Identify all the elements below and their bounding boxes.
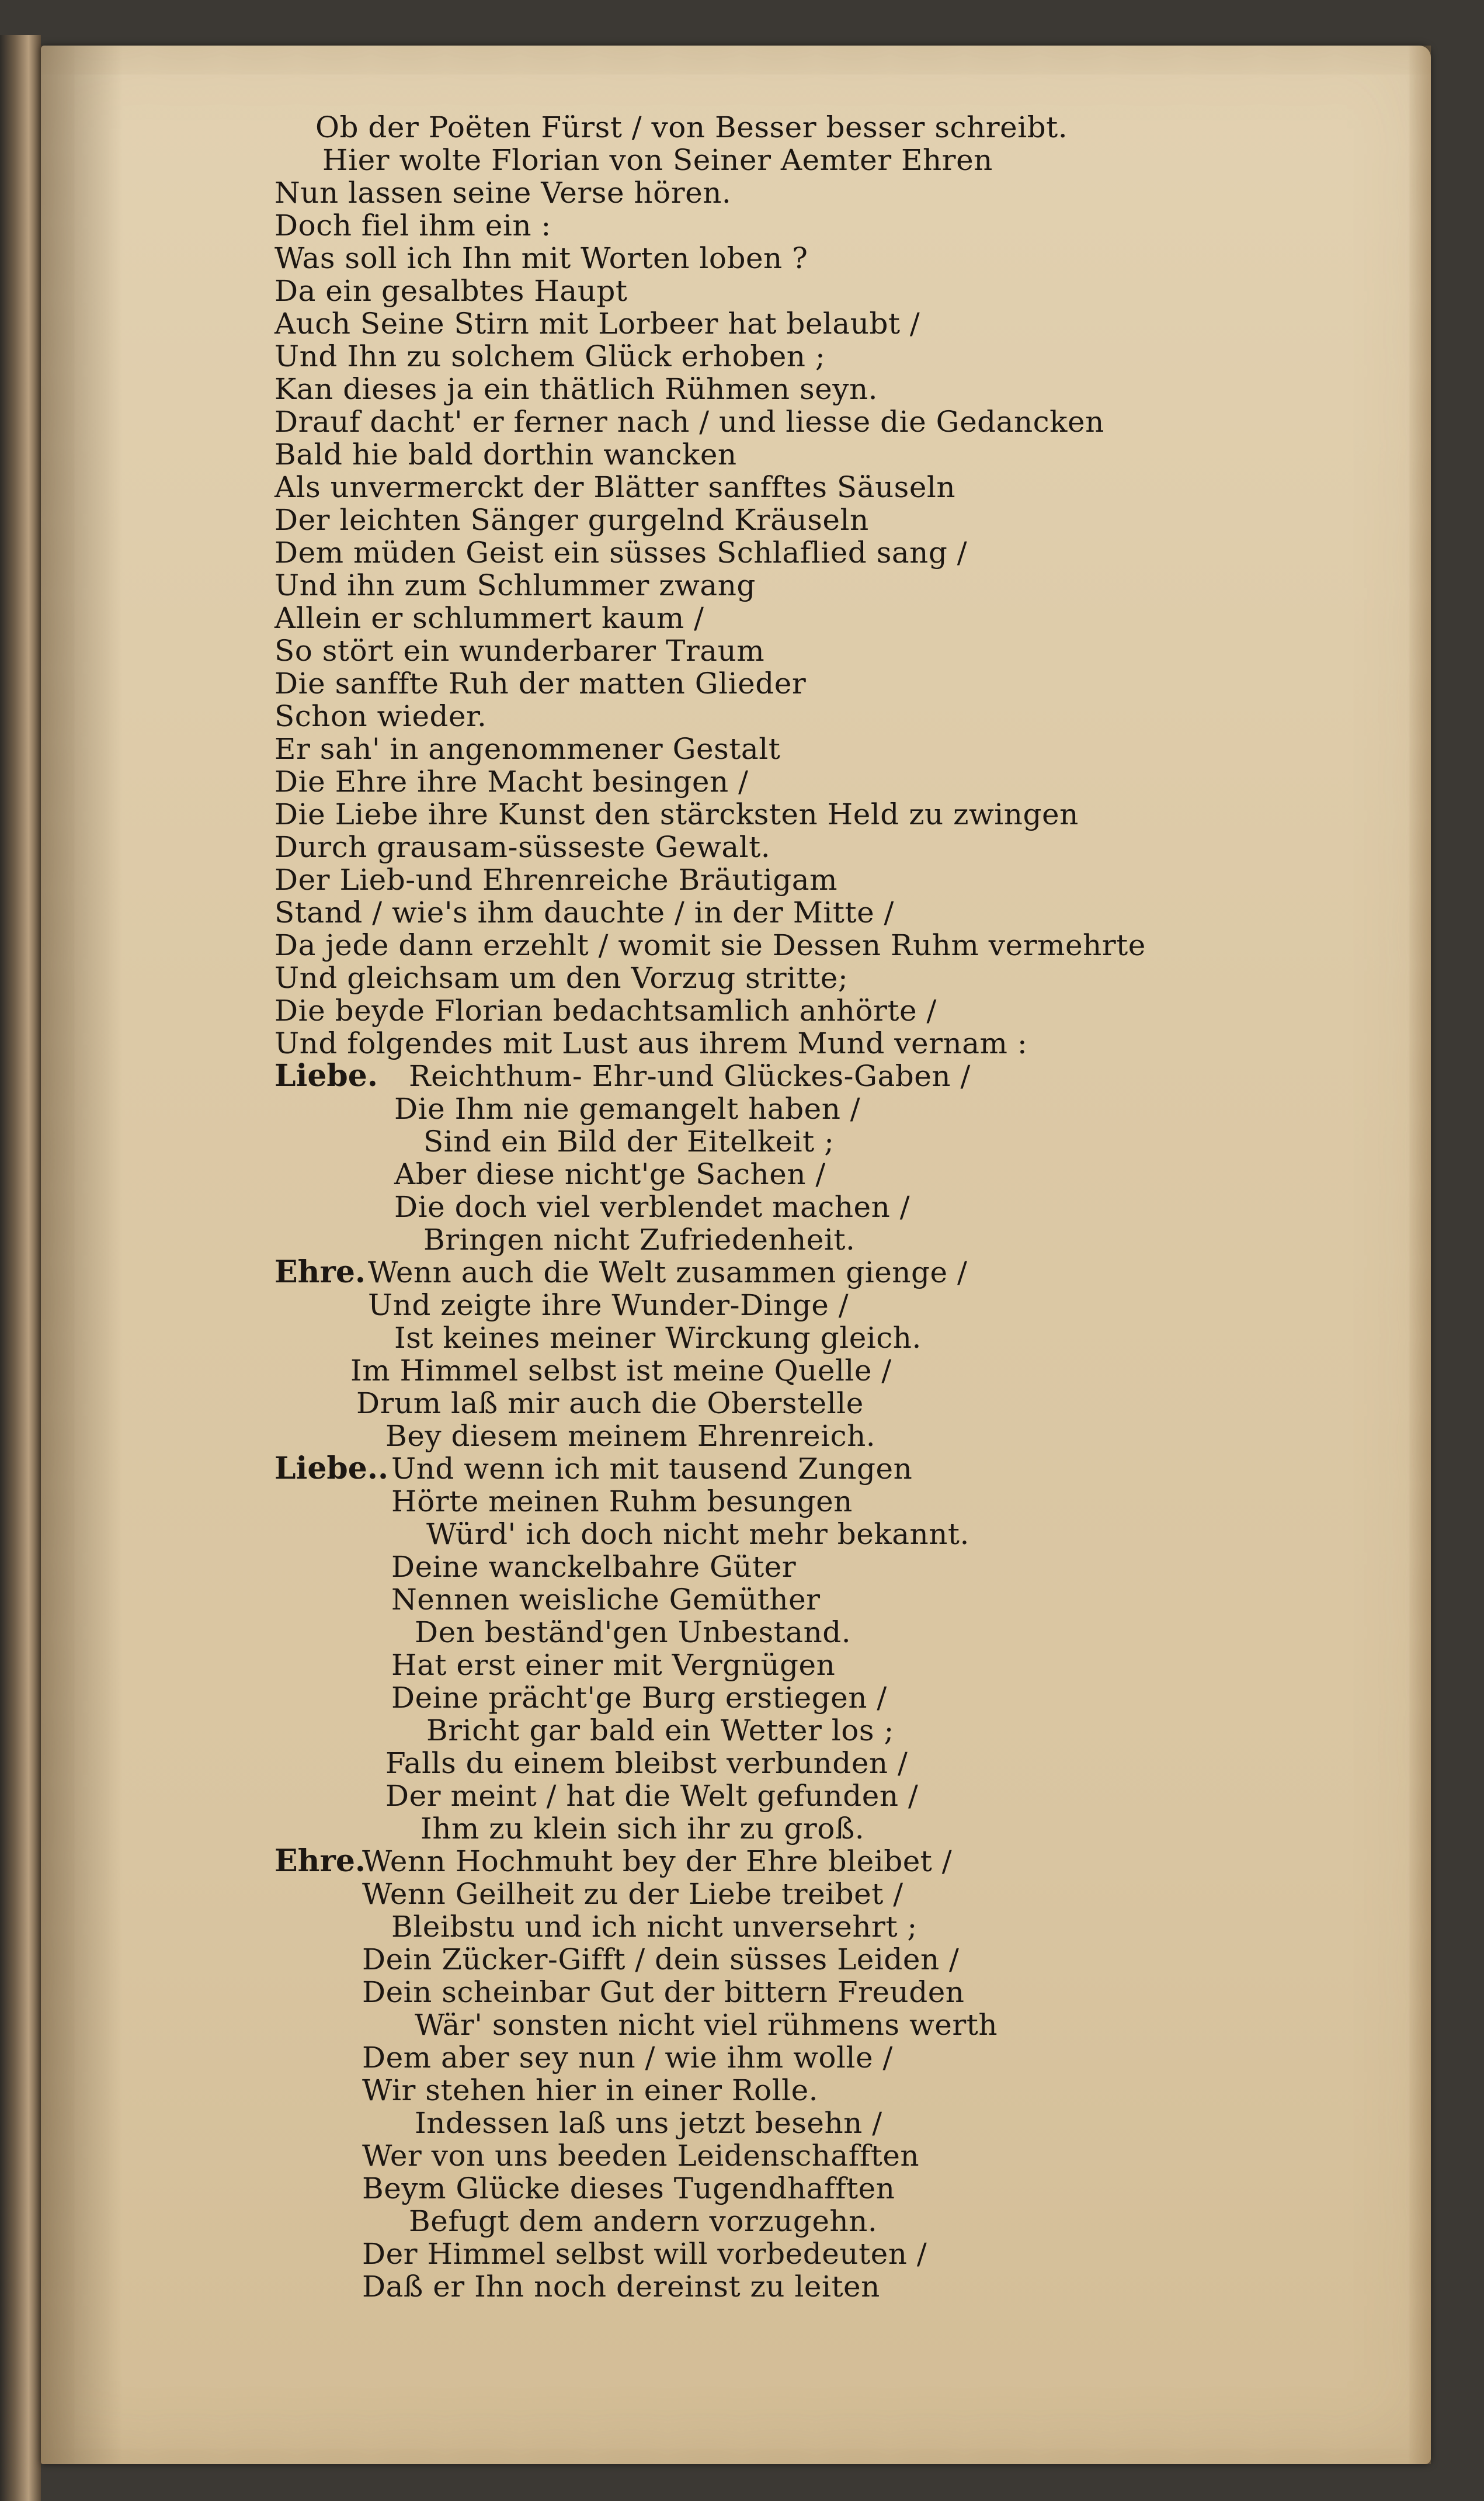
poem-line: Würd' ich doch nicht mehr bekannt.: [426, 1517, 969, 1551]
speaker-label: Liebe.: [274, 1058, 378, 1094]
poem-line: Als unvermerckt der Blätter sanfftes Säuseln: [274, 470, 956, 504]
poem-line: Deine prächt'ge Burg erstiegen /: [391, 1681, 887, 1715]
poem-line: Stand / wie's ihm dauchte / in der Mitte /: [274, 896, 894, 929]
poem-line: Der Himmel selbst will vorbedeuten /: [362, 2237, 927, 2271]
poem-line: Hörte meinen Ruhm besungen: [391, 1484, 853, 1518]
poem-line: Er sah' in angenommener Gestalt: [274, 732, 781, 766]
poem-line: Hat erst einer mit Vergnügen: [391, 1648, 836, 1682]
poem-line: Doch fiel ihm ein :: [274, 209, 551, 242]
poem-line: Bald hie bald dorthin wancken: [274, 438, 737, 471]
poem-line: Dein scheinbar Gut der bittern Freuden: [362, 1975, 965, 2009]
poem-line: Auch Seine Stirn mit Lorbeer hat belaubt /: [274, 307, 920, 341]
poem-line: Ob der Poëten Fürst / von Besser besser schreibt.: [315, 110, 1068, 144]
poem-line: Und zeigte ihre Wunder-Dinge /: [368, 1288, 849, 1322]
poem-line: Wenn auch die Welt zusammen gienge /: [368, 1255, 968, 1289]
poem-line: Drauf dacht' er ferner nach / und liesse die Gedancken: [274, 405, 1104, 439]
poem-line: Die Liebe ihre Kunst den stärcksten Held zu zwingen: [274, 797, 1079, 831]
poem-line: Der meint / hat die Welt gefunden /: [385, 1779, 919, 1813]
poem-line: Nun lassen seine Verse hören.: [274, 176, 732, 210]
poem-line: Aber diese nicht'ge Sachen /: [394, 1157, 826, 1191]
poem-line: Die beyde Florian bedachtsamlich anhörte /: [274, 994, 937, 1028]
poem-line: Wir stehen hier in einer Rolle.: [362, 2073, 819, 2107]
poem-line: Der leichten Sänger gurgelnd Kräuseln: [274, 503, 869, 537]
poem-line: Daß er Ihn noch dereinst zu leiten: [362, 2270, 880, 2304]
speaker-label: Ehre.: [274, 1843, 366, 1879]
book-page: [41, 46, 1431, 2464]
poem-line: Bey diesem meinem Ehrenreich.: [385, 1419, 876, 1453]
poem-line: Und wenn ich mit tausend Zungen: [391, 1452, 913, 1486]
poem-line: Die sanffte Ruh der matten Glieder: [274, 667, 807, 700]
poem-text: [41, 46, 1431, 2464]
poem-line: Indessen laß uns jetzt besehn /: [415, 2106, 882, 2140]
poem-line: Im Himmel selbst ist meine Quelle /: [350, 1354, 892, 1387]
poem-line: Die Ehre ihre Macht besingen /: [274, 765, 749, 799]
poem-line: Da jede dann erzehlt / womit sie Dessen Ruhm vermehrte: [274, 928, 1146, 962]
poem-line: Kan dieses ja ein thätlich Rühmen seyn.: [274, 372, 878, 406]
poem-line: Was soll ich Ihn mit Worten loben ?: [274, 241, 808, 275]
poem-line: Befugt dem andern vorzugehn.: [409, 2204, 878, 2238]
poem-line: Die doch viel verblendet machen /: [394, 1190, 910, 1224]
poem-line: Falls du einem bleibst verbunden /: [385, 1746, 908, 1780]
poem-line: Bringen nicht Zufriedenheit.: [423, 1223, 856, 1257]
poem-line: Dem müden Geist ein süsses Schlaflied sang /: [274, 536, 968, 570]
poem-line: Nennen weisliche Gemüther: [391, 1583, 821, 1617]
poem-line: So stört ein wunderbarer Traum: [274, 634, 765, 668]
poem-line: Wer von uns beeden Leidenschafften: [362, 2139, 920, 2173]
poem-line: Schon wieder.: [274, 699, 487, 733]
poem-line: Da ein gesalbtes Haupt: [274, 274, 628, 308]
poem-line: Durch grausam-süsseste Gewalt.: [274, 830, 771, 864]
poem-line: Und gleichsam um den Vorzug stritte;: [274, 961, 849, 995]
poem-line: Und folgendes mit Lust aus ihrem Mund vernam :: [274, 1026, 1028, 1060]
speaker-label: Ehre.: [274, 1254, 366, 1290]
poem-line: Hier wolte Florian von Seiner Aemter Ehren: [322, 143, 993, 177]
poem-line: Wenn Geilheit zu der Liebe treibet /: [362, 1877, 903, 1911]
poem-line: Wenn Hochmuht bey der Ehre bleibet /: [362, 1844, 953, 1878]
poem-line: Bricht gar bald ein Wetter los ;: [426, 1713, 894, 1747]
poem-line: Der Lieb-und Ehrenreiche Bräutigam: [274, 863, 837, 897]
poem-line: Den beständ'gen Unbestand.: [415, 1615, 852, 1649]
poem-line: Und Ihn zu solchem Glück erhoben ;: [274, 339, 826, 373]
poem-line: Die Ihm nie gemangelt haben /: [394, 1092, 861, 1126]
poem-line: Ist keines meiner Wirckung gleich.: [394, 1321, 922, 1355]
speaker-label: Liebe..: [274, 1451, 389, 1486]
left-page-edge: [0, 35, 41, 2501]
poem-line: Beym Glücke dieses Tugendhafften: [362, 2172, 895, 2205]
poem-line: Reichthum- Ehr-und Glückes-Gaben /: [409, 1059, 971, 1093]
poem-line: Sind ein Bild der Eitelkeit ;: [423, 1125, 835, 1158]
poem-line: Ihm zu klein sich ihr zu groß.: [420, 1812, 865, 1846]
poem-line: Bleibstu und ich nicht unversehrt ;: [391, 1910, 917, 1944]
poem-line: Dein Zücker-Gifft / dein süsses Leiden /: [362, 1942, 960, 1976]
poem-line: Und ihn zum Schlummer zwang: [274, 568, 756, 602]
poem-line: Dem aber sey nun / wie ihm wolle /: [362, 2041, 893, 2075]
poem-line: Allein er schlummert kaum /: [274, 601, 704, 635]
poem-line: Wär' sonsten nicht viel rühmens werth: [415, 2008, 998, 2042]
poem-line: Deine wanckelbahre Güter: [391, 1550, 797, 1584]
poem-line: Drum laß mir auch die Oberstelle: [356, 1386, 864, 1420]
